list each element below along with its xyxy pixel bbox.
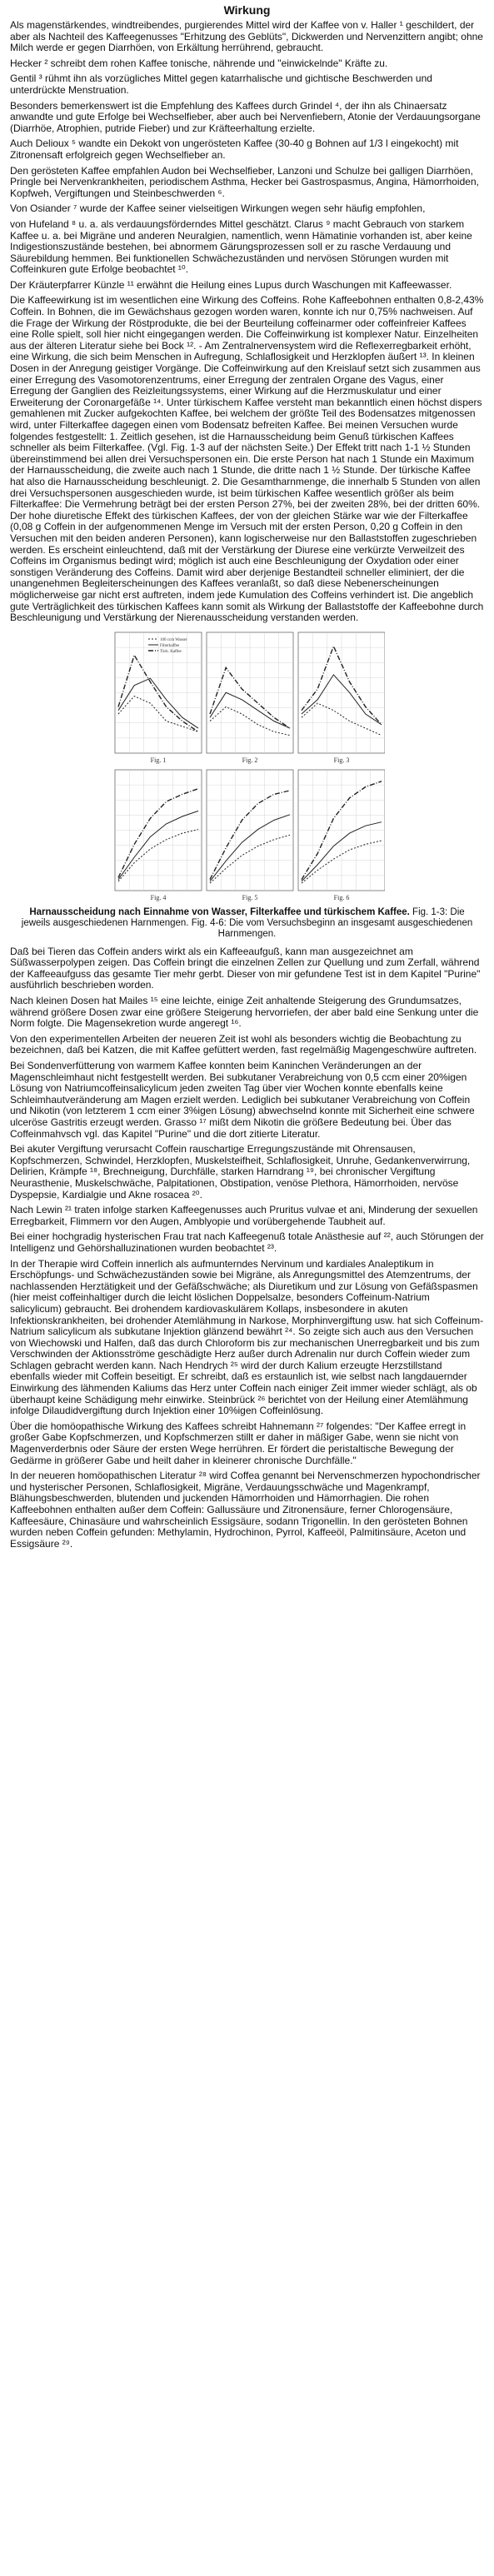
figure (10, 629, 484, 904)
paragraph: Als magenstärkendes, windtreibendes, purgierendes Mittel wird der Kaffee von v. Haller ¹ geschildert, der aber als Nachteil des Kaffeegenusses "Erhitzung des Geblüts", Dickwerden und Nervenzittern angibt; ohne Milch werde er gegen Diarrhöen, von Erkältung herrührend, gebraucht. (10, 19, 483, 54)
paragraph: Den gerösteten Kaffee empfahlen Audon bei Wechselfieber, Lanzoni und Schulze bei galligen Diarrhöen, Pringle bei Nervenkrankheiten, periodischem Asthma, Hecker bei Gastrospasmus, Angina, Hämorrhoiden, Kopfweh, Vergiftungen und Steinbeschwerden ⁶. (10, 164, 479, 199)
paragraph: Nach Lewin ²¹ traten infolge starken Kaffeegenusses auch Pruritus vulvae et ani, Minderung der sexuellen Erregbarkeit, Flimmern vor den Augen, Amblyopie und vorübergehende Taubheit auf. (10, 1204, 478, 1227)
paragraph: Von Osiander ⁷ wurde der Kaffee seiner vielseitigen Wirkungen wegen sehr häufig empfohlen, (10, 202, 426, 215)
paragraph: Bei Sondenverfütterung von warmem Kaffee konnten beim Kaninchen Veränderungen an der Magenschleimhaut nicht festgestellt werden. Bei subkutaner Verabreichung von 0,5 ccm einer 20%igen Lösung von Natriumcoffeinsalicylicum jeden zweiten Tag über vier Wochen konnte ebenfalls keine Schleimhautveränderung am Magen erzielt werden. Lediglich bei subkutaner Verabreichung von Coffein und Nikotin (von letzterem 1 ccm einer 3%igen Lösung) abwechselnd konnte mit Sicherheit eine schwere ulceröse Gastritis erzeugt werden. Grasso ¹⁷ mißt dem Nikotin die größere Bedeutung bei. Über das Coffeinmahvsch vgl. das Kapitel "Purine" und die dort zitierte Literatur. (10, 1060, 475, 1140)
paragraph: Über die homöopathische Wirkung des Kaffees schreibt Hahnemann ²⁷ folgendes: "Der Kaffee erregt in großer Gabe Kopfschmerzen, und Kopfschmerzen stillt er daher in mäßiger Gabe, wenn sie nicht von Magenverderbnis oder Säure der ersten Wege herrühren. Er fördert die peristaltische Bewegung der Gedärme in größerer Gabe und heilt daher in kleinerer chronische Durchfälle." (10, 1420, 467, 1466)
paragraph: Bei akuter Vergiftung verursacht Coffein rauschartige Erregungszustände mit Ohrensausen, Kopfschmerzen, Schwindel, Herzklopfen, Muskelsteifheit, Schlaflosigkeit, Unruhe, Gedankenverwirrung, Delirien, Krämpfe ¹⁸, Brechneigung, Durchfälle, starken Harndrang ¹⁹, bei chronischer Vergiftung Neurasthenie, Muskelschwäche, Palpitationen, Obstipation, venöse Plethora, Hämorrhoiden, nervöse Dyspepsie, Kardialgie und Akne rosacea ²⁰. (10, 1143, 471, 1201)
paragraph: Bei einer hochgradig hysterischen Frau trat nach Kaffeegenuß totale Anästhesie auf ²², auch Störungen der Intelligenz und Gehörshalluzinationen wurden beobachtet ²³. (10, 1231, 484, 1254)
paragraph: Die Kaffeewirkung ist im wesentlichen eine Wirkung des Coffeins. Rohe Kaffeebohnen enthalten 0,8-2,43% Coffein. In Bohnen, die im Gewächshaus gezogen worden waren, konnte ich nur 0,75% nachweisen. Auf die Frage der Wirkung der Röstprodukte, die bei der Beurteilung coffeinarmer oder coffeinfreier Kaffees eine Rolle spielt, soll hier nicht eingegangen werden. Die Coffeinwirkung ist komplexer Natur. Einzelheiten aus der älteren Literatur siehe bei Bock ¹². - Am Zentralnervensystem wird die Reflexerregbarkeit erhöht, eine Wirkung, die sich beim Menschen in Aufregung, Schlaflosigkeit und Herzklopfen äußert ¹³. In kleinen Dosen in der Anregung geistiger Vorgänge. Die Coffeinwirkung auf den Kreislauf setzt sich zusammen aus einer Erregung des Vasomotorenzentrums, einer Erregung der zentralen Organe des Vagus, einer Erregung der Ganglien des Reizleitungssystems, einer Wirkung auf die Herzmuskulatur und einer Erweiterung der Coronargefäße ¹⁴. Unter türkischem Kaffee versteht man bekanntlich einen höchst dispers gemahlenen mit Zucker aufgekochten Kaffee, bei welchem der größte Teil des Bodensatzes mitgenossen wird, unter Filterkaffee dagegen einen vom Bodensatz befreiten Kaffee. Bei meinen Versuchen wurde folgendes festgestellt: 1. Zeitlich gesehen, ist die Harnausscheidung beim Genuß türkischen Kaffees schneller als beim Filterkaffee. (Vgl. Fig. 1-3 auf der nächsten Seite.) Der Effekt tritt nach 1-1 ½ Stunden übereinstimmend bei allen drei Versuchspersonen ein. Die erste Person hat nach 1 Stunde ein Maximum der Harnausscheidung, die zweite auch nach 1 Stunde, die dritte nach 1 ½ Stunde. Der türkische Kaffee hat also die Harnausscheidung beschleunigt. 2. Die Gesamtharnmenge, die innerhalb 5 Stunden von allen drei Versuchspersonen ausgeschieden wurde, ist beim türkischen Kaffee wesentlich größer als beim Filterkaffee: Die Vermehrung beträgt bei der ersten Person 27%, bei der zweiten 28%, bei der dritten 60%. Der hohe diuretische Effekt des türkischen Kaffees, der von der gleichen Stärke war wie der Filterkaffee (0,08 g Coffein in der aufgenommenen Menge im Versuch mit der ersten Person, 0,20 g Coffein in den Versuchen mit den beiden anderen Personen), kann logischerweise nur den Ballaststoffen zugeschrieben werden. Es erscheint einleuchtend, daß mit der Verstärkung der Diurese eine verkürzte Verweilzeit des Coffeins im Organismus bedingt wird; möglich ist auch eine Beschleunigung der Oxydation oder einer sonstigen Veränderung des Coffeins. Damit wird aber derjenige Bestandteil schneller eliminiert, der die unangenehmen Begleiterscheinungen des Kaffees veranlaßt, so daß diese Nebenerscheinungen möglicherweise gar nicht erst auftreten, indem jede Kumulation des Coffeins verhindert ist. Die angeblich gute Verträglichkeit des türkischen Kaffees kann somit als Wirkung der Ballaststoffe der Kaffeebohne durch Beschleunigung und Verstärkung der Nierenausscheidung verstanden werden. (10, 294, 484, 624)
paragraph: Auch Delioux ⁵ wandte ein Dekokt von ungerösteten Kaffee (30-40 g Bohnen auf 1/3 l eingekocht) mit Zitronensaft erfolgreich gegen Wechselfieber an. (10, 137, 459, 161)
figure-label: Fig. 5 (242, 893, 257, 901)
caption-text: Fig. 1-3: Die jeweils ausgeschiedenen Harnmengen. Fig. 4-6: Die vom Versuchsbeginn an insgesamt ausgeschiedenen Harnmengen. (21, 906, 473, 939)
paragraph: In der Therapie wird Coffein innerlich als aufmunterndes Nervinum und kardiales Analeptikum in Erschöpfungs- und Schwächezuständen sowie bei Migräne, als Anregungsmittel des Atemzentrums, der nachlassenden Herztätigkeit und der Gefäßschwäche; als Diuretikum und zur Lösung von Gefäßspasmen (hier meist coffeinhaltiger durch die leicht löslichen Doppelsalze, besonders Coffeinum-Natrium salicylicum) gebraucht. Bei drohendem kardiovaskulärem Kollaps, insbesondere in akuten Infektionskrankheiten, bei drohender Atemlähmung in Narkose, Morphinvergiftung usw. hat sich Coffeinum-Natrium salicylicum als subkutane Injektion glänzend bewährt ²⁴. So zeigte sich auch aus den Versuchen von Wiechowski und Halfen, daß das durch Chloroform bis zur mechanischen Unerregbarkeit und bis zum Verschwinden der Aktionsströme geschädigte Herz außer durch Adrenalin nur durch Coffein wieder zum Schlagen gebracht werden kann. Nach Hendrych ²⁵ wird der durch Kalium erzeugte Herzstillstand ebenfalls wieder mit Coffein beseitigt. Er schreibt, daß es erstaunlich ist, wie selbst nach langdauernder Einwirkung des lähmenden Kaliums das Herz unter Coffein nach einiger Zeit immer wieder schlägt, als ob überhaupt keine Schädigung mehr einwirke. Steinbrück ²⁶ berichtet von der Heilung einer Atemlähmung infolge Dilaudidvergiftung durch Injektion einer 10%igen Coffeinlösung. (10, 1257, 484, 1417)
paragraph: von Hufeland ⁸ u. a. als verdauungsförderndes Mittel geschätzt. Clarus ⁹ macht Gebrauch von starkem Kaffee u. a. bei Migräne und anderen Neuralgien, namentlich, wenn Hämatinie vorhanden ist, aber keine Indigestionszustände bestehen, bei abnormem Gärungsprozessen soll er zu rasche Verdauung und Säurebildung hemmen. Bei funktionellen Schwächezuständen und nervösen Störungen wurden mit Coffeinkuren gute Erfolge beobachtet ¹⁰. (10, 217, 472, 276)
figure-label: Fig. 1 (150, 756, 166, 764)
page-title: Wirkung (223, 3, 271, 17)
paragraph: Daß bei Tieren das Coffein anders wirkt als ein Kaffeeaufguß, kann man ausgezeichnet am Süßwasserpolypen zeigen. Das Coffein bringt die einzelnen Zellen zur Quellung und zum Zerfall, während der Kaffeeaufguss das gesamte Tier mehr gerbt. Dieser von mir gefundene Test ist in dem Kapitel "Purine" ausführlich beschrieben worden. (10, 945, 481, 991)
paragraph: Gentil ³ rühmt ihn als vorzügliches Mittel gegen katarrhalische und gichtische Beschwerden und unterdrückte Menstruation. (10, 72, 432, 96)
figure-label: Fig. 6 (333, 893, 349, 901)
paragraph: Von den experimentellen Arbeiten der neueren Zeit ist wohl als besonders wichtig die Beobachtung zu bezeichnen, daß bei Katzen, die mit Kaffee gefüttert werden, fast regelmäßig Magengeschwüre auftreten. (10, 1032, 477, 1056)
paragraph: Besonders bemerkenswert ist die Empfehlung des Kaffees durch Grindel ⁴, der ihn als Chinaersatz anwandte und gute Erfolge bei Wechselfieber, aber auch bei Nervenfiebern, Atonie der Verdauungsorgane (Diarrhöe, Atrophien, putride Fieber) und zur Kräfteerhaltung erzielte. (10, 99, 481, 134)
figure-label: Fig. 3 (333, 756, 349, 764)
paragraph: Nach kleinen Dosen hat Mailes ¹⁵ eine leichte, einige Zeit anhaltende Steigerung des Grundumsatzes, während größere Dosen zwar eine größere Steigerung hervorriefen, der aber bald eine Senkung unter die Norm folgte. Die Magensekretion wurde angeregt ¹⁶. (10, 995, 479, 1030)
figure-label: Fig. 2 (242, 756, 257, 764)
legend-entry: 100 ccm Wasser (159, 637, 187, 642)
urine-excretion-charts (110, 629, 385, 904)
legend-entry: Türk. Kaffee (159, 649, 182, 654)
paragraph: Der Kräuterpfarrer Künzle ¹¹ erwähnt die Heilung eines Lupus durch Waschungen mit Kaffeewasser. (10, 278, 452, 291)
paragraph: In der neueren homöopathischen Literatur ²⁸ wird Coffea genannt bei Nervenschmerzen hypochondrischer und hysterischer Personen, Schlaflosigkeit, Migräne, Verdauungsschwäche und Magenkrampf, Blähungsbeschwerden, blutenden und juckenden Hämorrhoiden und Hämorrhagien. Die rohen Kaffeebohnen enthalten außer dem Coffein: Gallussäure und Zitronensäure, ferner Chlorogensäure, Kaffeesäure, Chinasäure und wahrscheinlich Essigsäure, sodann Trigonellin. In den gerösteten Bohnen wurden neben Coffein gefunden: Methylamin, Hydrochinon, Pyrrol, Kaffeeöl, Palmitinsäure, Aceton und Essigsäure ²⁹. (10, 1470, 481, 1550)
figure-caption (15, 907, 479, 940)
caption-bold: Harnausscheidung nach Einnahme von Wasser, Filterkaffee und türkischem Kaffee. (29, 906, 410, 917)
paragraph: Hecker ² schreibt dem rohen Kaffee tonische, nährende und "einwickelnde" Kräfte zu. (10, 57, 388, 69)
figure-label: Fig. 4 (150, 893, 166, 901)
legend-entry: Filterkaffee (159, 643, 179, 648)
